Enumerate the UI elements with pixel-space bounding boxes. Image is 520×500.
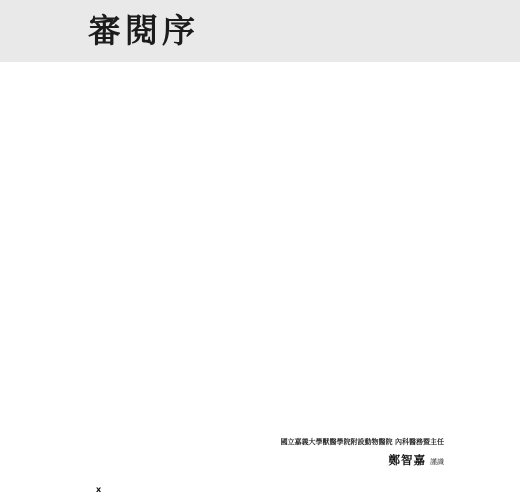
paragraph-3 (130, 401, 440, 435)
page-number: x (96, 485, 102, 494)
title-band (0, 0, 520, 62)
paragraph-2 (130, 231, 440, 391)
signature-block (124, 437, 444, 468)
signature-name: 鄭智嘉 (388, 453, 426, 467)
paragraph-1 (130, 84, 440, 221)
signature-suffix: 謹識 (430, 458, 444, 466)
signature-affiliation: 國立嘉義大學獸醫學院附設動物醫院 內科醫務暨主任 (280, 437, 444, 446)
signature-name-row (124, 449, 444, 468)
page-title: 審閱序 (88, 11, 199, 50)
preface-body (130, 84, 440, 478)
